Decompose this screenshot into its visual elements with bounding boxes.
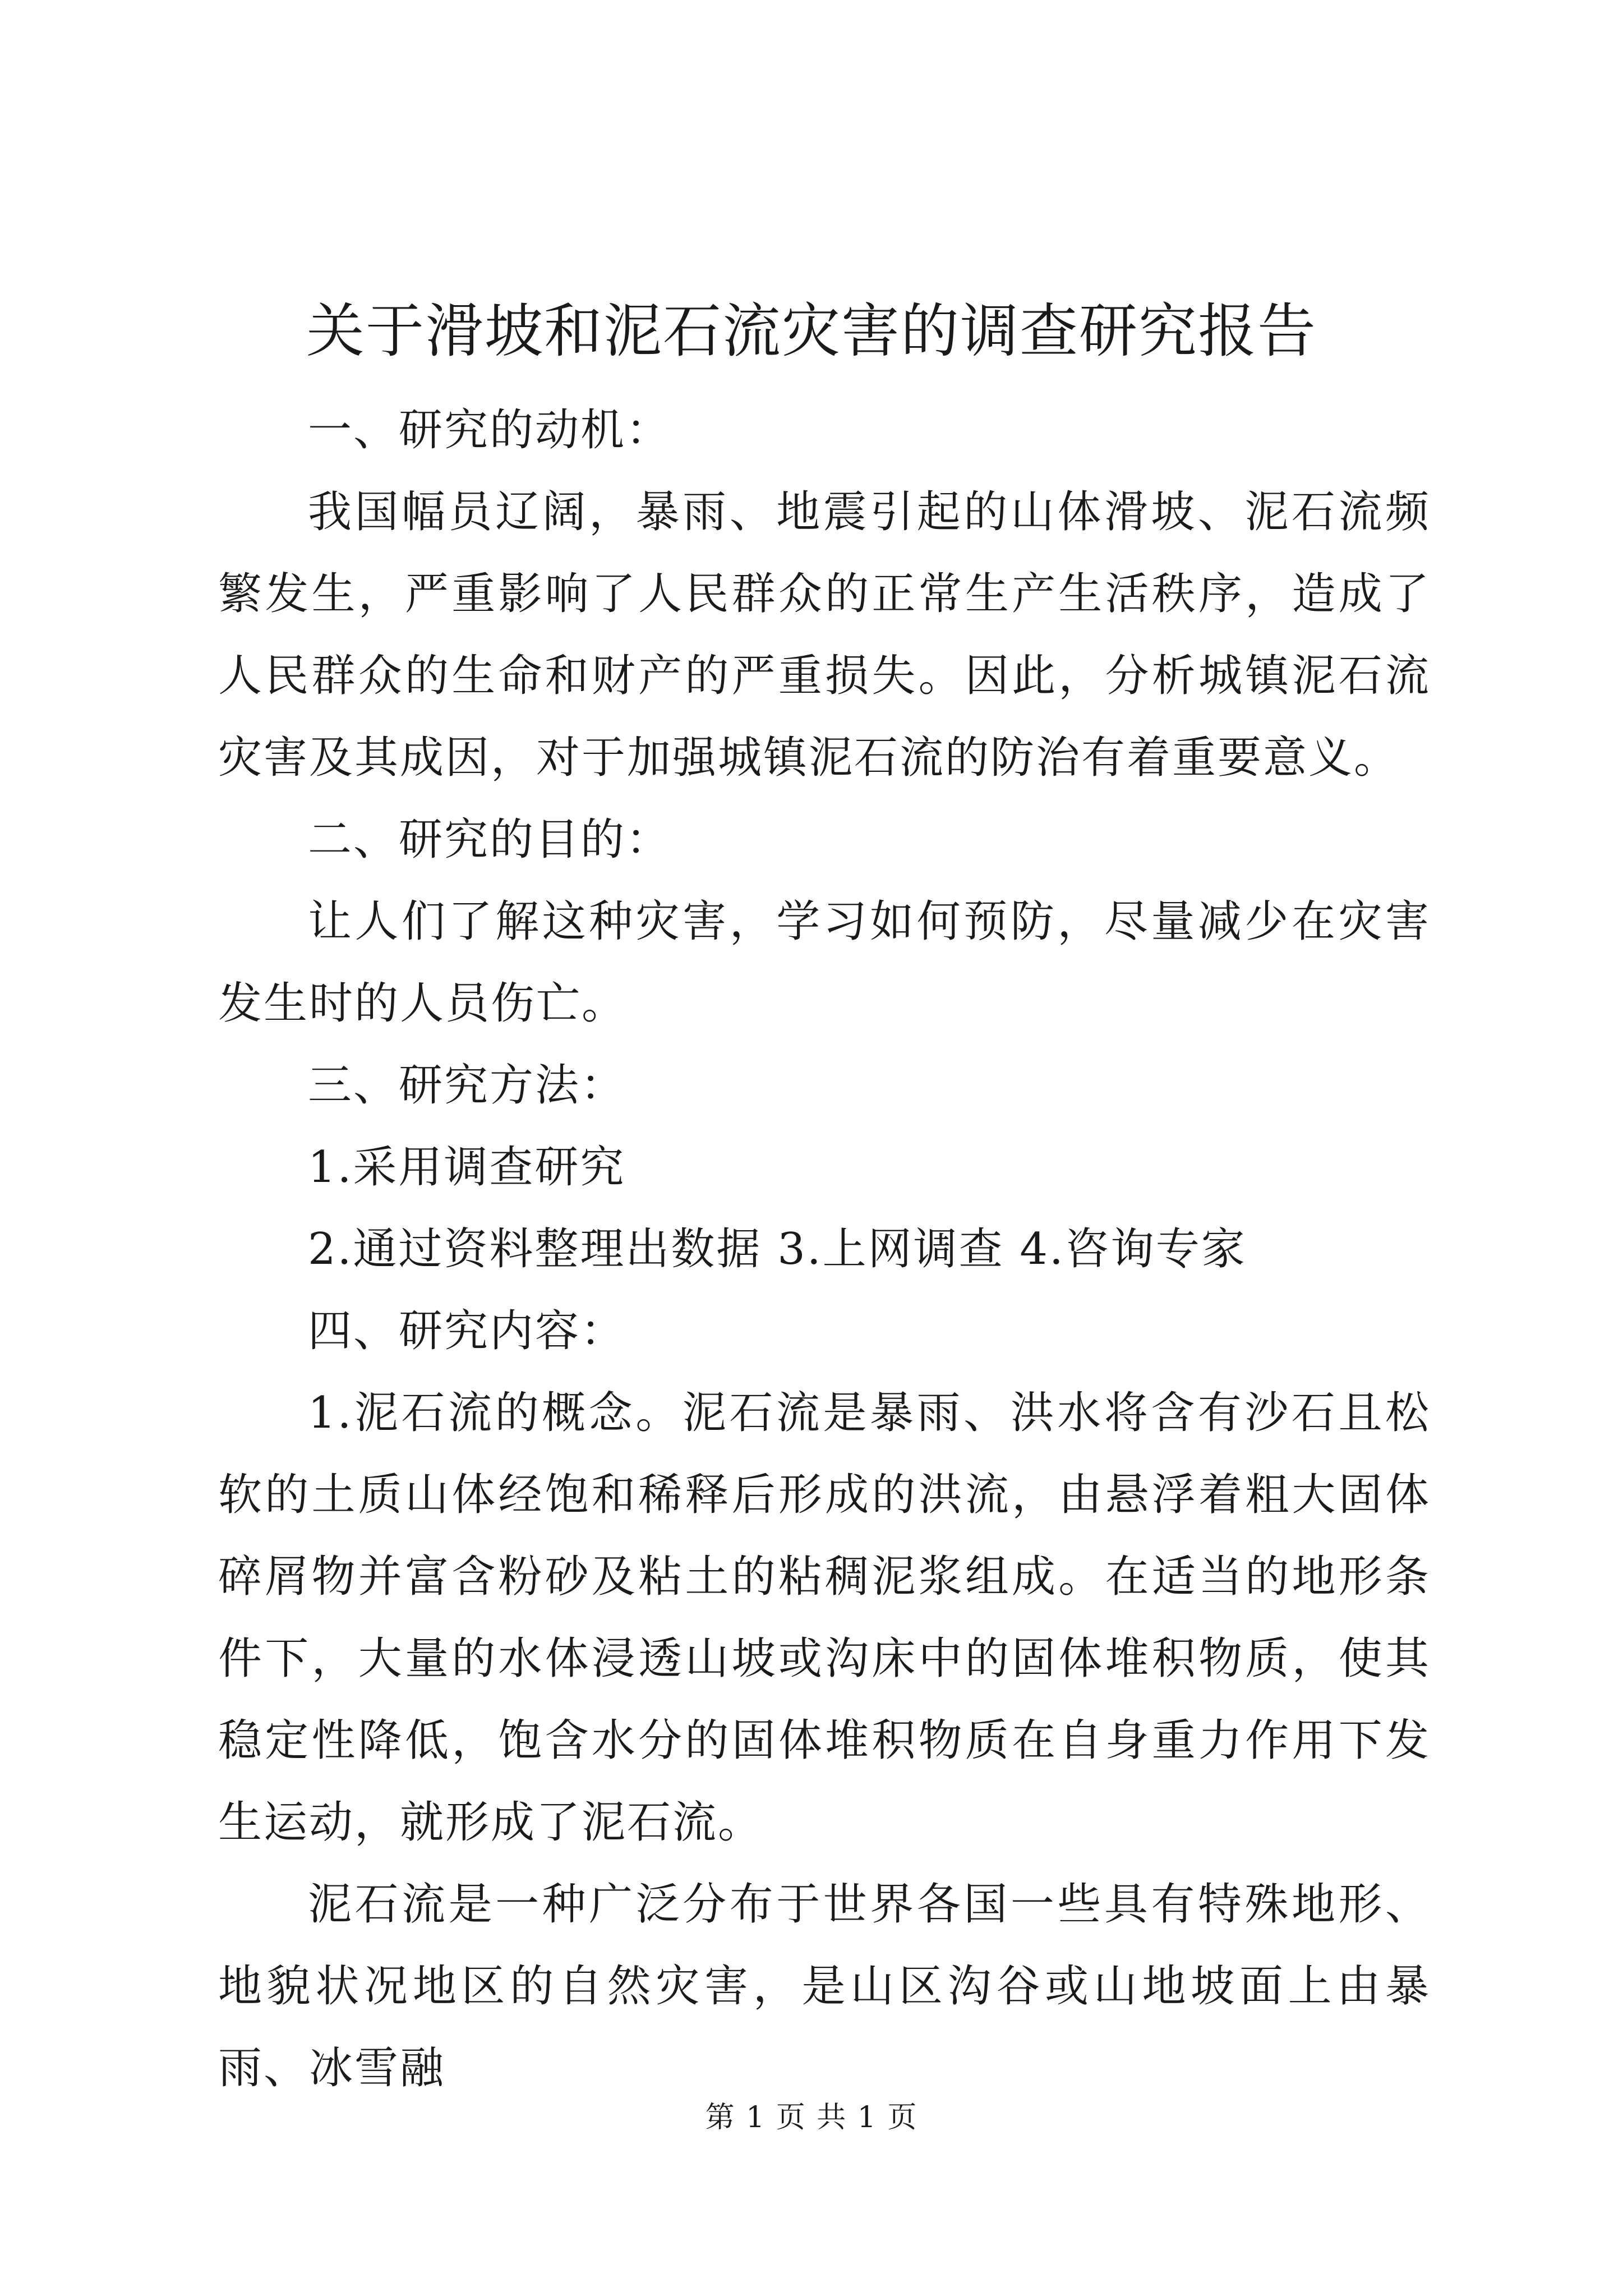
paragraph-motivation: 我国幅员辽阔，暴雨、地震引起的山体滑坡、泥石流频繁发生，严重影响了人民群众的正常生产生活秩序，造成了人民群众的生命和财产的严重损失。因此，分析城镇泥石流灾害及其成因，对于加强城镇泥石流的防治有着重要意义。 [218,487,1431,783]
paragraph-distribution: 泥石流是一种广泛分布于世界各国一些具有特殊地形、地貌状况地区的自然灾害，是山区沟谷或山地坡面上由暴雨、冰雪融 [218,1879,1431,2093]
document-body [218,389,1431,2109]
heading-methods: 三、研究方法： [308,1060,626,1111]
heading-motivation: 一、研究的动机： [308,405,672,455]
paragraph-concept: 1.泥石流的概念。泥石流是暴雨、洪水将含有沙石且松软的土质山体经饱和稀释后形成的洪流，由悬浮着粗大固体碎屑物并富含粉砂及粘土的粘稠泥浆组成。在适当的地形条件下，大量的水体浸透山坡或沟床中的固体堆积物质，使其稳定性降低，饱含水分的固体堆积物质在自身重力作用下发生运动，就形成了泥石流。 [218,1388,1431,1848]
document-title: 关于滑坡和泥石流灾害的调查研究报告 [306,297,1317,365]
heading-purpose: 二、研究的目的： [308,815,672,865]
page-footer: 第 1 页 共 1 页 [705,2101,918,2134]
method-item-1: 1.采用调查研究 [308,1142,626,1193]
heading-content: 四、研究内容： [308,1306,626,1356]
method-item-2: 2.通过资料整理出数据 3.上网调查 4.咨询专家 [308,1224,1247,1274]
paragraph-purpose: 让人们了解这种灾害，学习如何预防，尽量减少在灾害发生时的人员伤亡。 [218,896,1431,1029]
